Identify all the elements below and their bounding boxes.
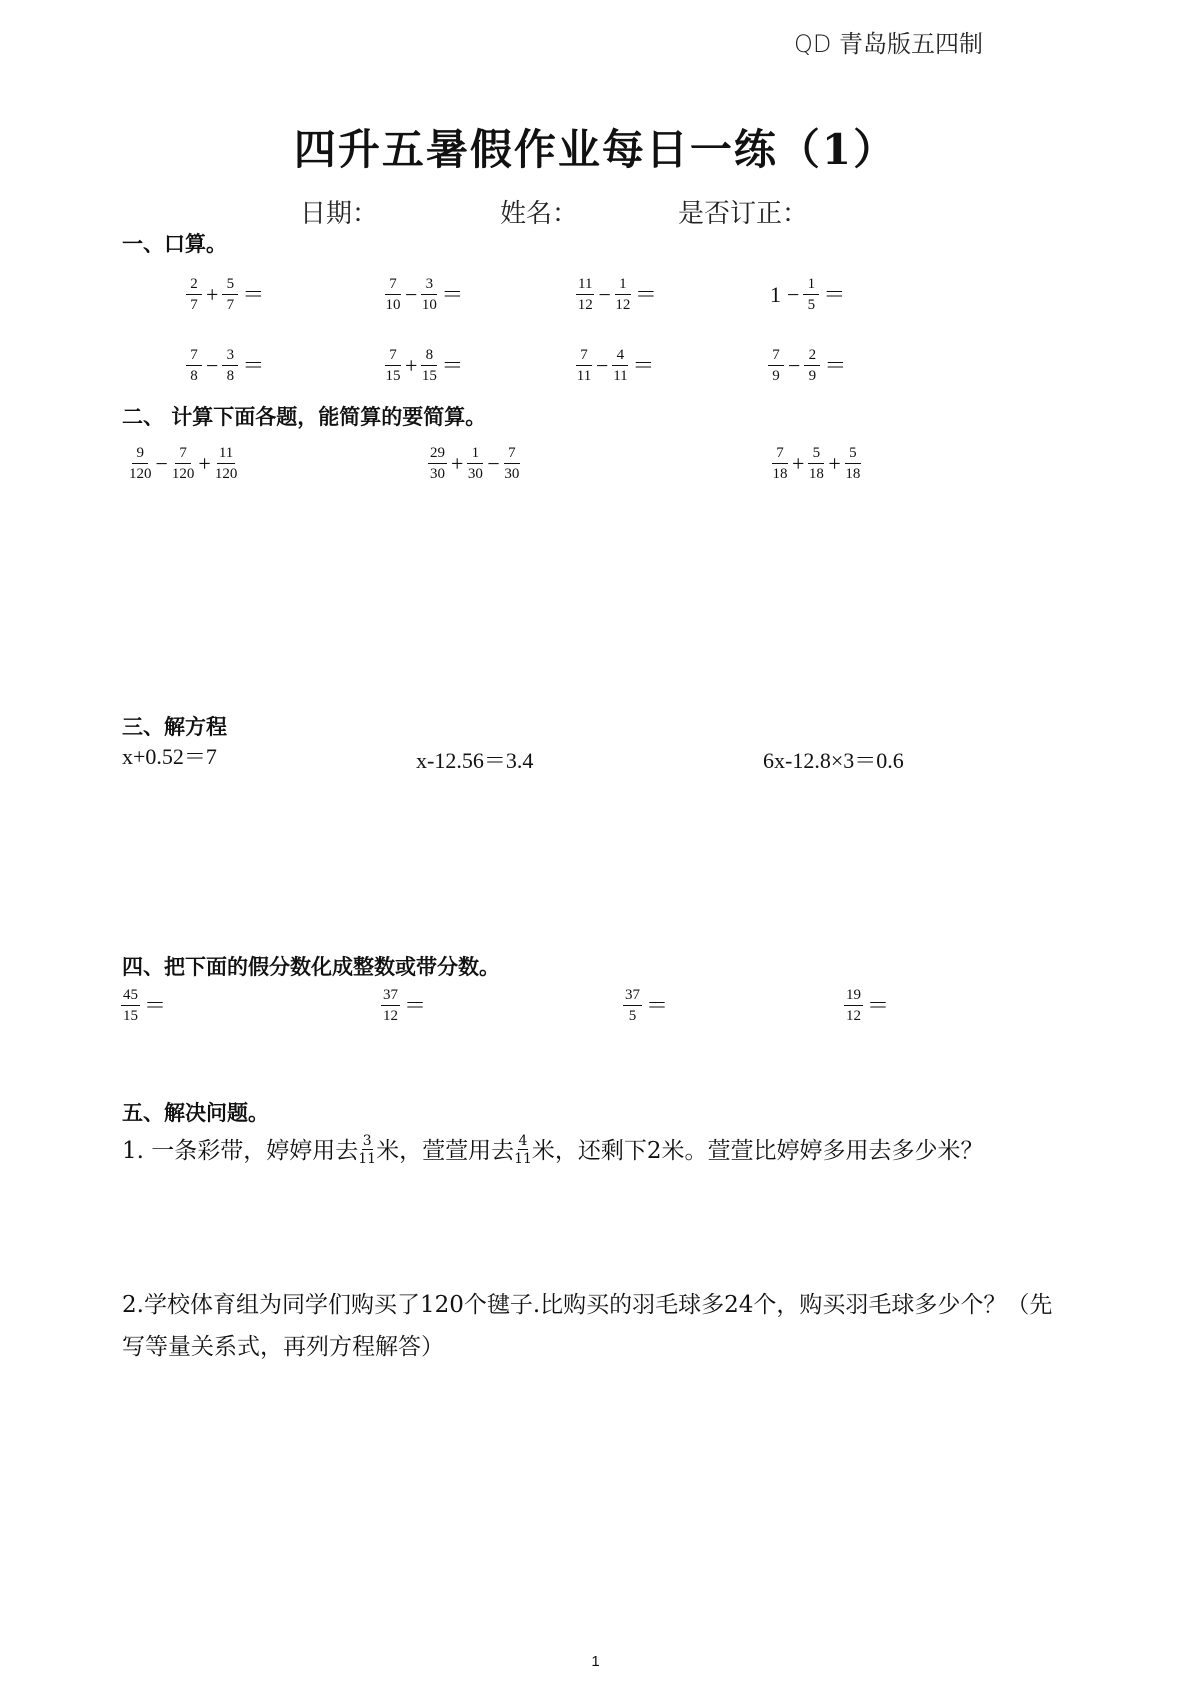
numerator: 7 bbox=[576, 348, 592, 366]
operator: ＝ bbox=[824, 353, 847, 378]
operator: + bbox=[198, 451, 211, 476]
mental-math-item bbox=[185, 348, 267, 384]
section-5-title: 五、解决问题。 bbox=[122, 1101, 269, 1125]
fraction bbox=[215, 446, 238, 482]
operator: ＝ bbox=[634, 282, 657, 307]
numerator: 11 bbox=[576, 277, 594, 295]
calculation-item bbox=[771, 446, 862, 482]
operator: ＝ bbox=[823, 282, 846, 307]
fraction bbox=[186, 277, 202, 313]
edition-label: QD 青岛版五四制 bbox=[794, 30, 983, 58]
operator: ＝ bbox=[144, 993, 167, 1018]
numerator: 7 bbox=[175, 446, 191, 464]
fraction bbox=[385, 348, 401, 384]
section-2-title: 二、 计算下面各题，能简算的要简算。 bbox=[122, 405, 487, 429]
denominator: 7 bbox=[226, 297, 235, 313]
denominator: 15 bbox=[421, 368, 437, 384]
fraction bbox=[467, 446, 483, 482]
equation-3: 6x-12.8×3＝0.6 bbox=[763, 748, 904, 773]
operator: ＝ bbox=[242, 353, 265, 378]
denominator: 11 bbox=[514, 1151, 532, 1167]
operator: + bbox=[206, 282, 219, 307]
denominator: 120 bbox=[171, 466, 195, 482]
page-title: 四升五暑假作业每日一练（1） bbox=[293, 125, 898, 174]
operator: − bbox=[787, 282, 800, 307]
denominator: 30 bbox=[467, 466, 483, 482]
numerator: 37 bbox=[381, 988, 400, 1006]
numerator: 4 bbox=[518, 1133, 528, 1149]
operator: − bbox=[405, 282, 418, 307]
denominator: 30 bbox=[504, 466, 520, 482]
word-problem-1 bbox=[122, 1127, 1062, 1175]
denominator: 5 bbox=[807, 297, 816, 313]
fraction bbox=[623, 988, 642, 1024]
numerator: 4 bbox=[612, 348, 628, 366]
denominator: 11 bbox=[613, 368, 628, 384]
equation-1: x+0.52＝7 bbox=[122, 744, 217, 769]
section-4-title: 四、把下面的假分数化成整数或带分数。 bbox=[122, 955, 500, 979]
numerator: 45 bbox=[121, 988, 140, 1006]
numerator: 5 bbox=[845, 446, 861, 464]
numerator: 8 bbox=[421, 348, 437, 366]
denominator: 8 bbox=[190, 368, 198, 384]
numerator: 11 bbox=[217, 446, 235, 464]
numerator: 3 bbox=[222, 348, 238, 366]
section-1-title: 一、口算。 bbox=[122, 232, 227, 256]
improper-fraction-item bbox=[622, 988, 671, 1024]
denominator: 11 bbox=[358, 1151, 377, 1167]
denominator: 9 bbox=[772, 368, 780, 384]
numerator: 19 bbox=[844, 988, 863, 1006]
calculation-item bbox=[128, 446, 238, 482]
improper-fraction-item bbox=[120, 988, 169, 1024]
fraction bbox=[576, 277, 594, 313]
numerator: 29 bbox=[428, 446, 447, 464]
operator: − bbox=[487, 451, 500, 476]
fraction bbox=[186, 348, 202, 384]
whole-number: 1 bbox=[770, 282, 781, 307]
denominator: 5 bbox=[628, 1008, 637, 1024]
denominator: 8 bbox=[226, 368, 235, 384]
fraction bbox=[844, 988, 863, 1024]
numerator: 3 bbox=[362, 1133, 372, 1149]
problem-1-text-b: 米，萱萱用去 bbox=[376, 1138, 515, 1164]
fraction bbox=[576, 348, 592, 384]
fraction bbox=[428, 446, 447, 482]
fraction bbox=[385, 277, 401, 313]
fraction bbox=[804, 348, 820, 384]
numerator: 1 bbox=[615, 277, 631, 295]
numerator: 2 bbox=[804, 348, 820, 366]
section-3-title: 三、解方程 bbox=[122, 715, 227, 739]
denominator: 18 bbox=[808, 466, 824, 482]
operator: ＝ bbox=[404, 993, 427, 1018]
denominator: 11 bbox=[576, 368, 592, 384]
fraction-4-11 bbox=[514, 1134, 532, 1166]
mental-math-item bbox=[185, 277, 267, 313]
operator: − bbox=[788, 353, 801, 378]
fraction bbox=[129, 446, 152, 482]
numerator: 37 bbox=[623, 988, 642, 1006]
operator: + bbox=[451, 451, 464, 476]
numerator: 1 bbox=[467, 446, 483, 464]
numerator: 7 bbox=[186, 348, 202, 366]
numerator: 1 bbox=[803, 277, 819, 295]
denominator: 120 bbox=[129, 466, 152, 482]
date-label: 日期： bbox=[300, 199, 379, 229]
denominator: 7 bbox=[190, 297, 198, 313]
numerator: 7 bbox=[504, 446, 520, 464]
operator: ＝ bbox=[441, 353, 464, 378]
denominator: 15 bbox=[385, 368, 401, 384]
denominator: 10 bbox=[385, 297, 401, 313]
operator: − bbox=[206, 353, 219, 378]
operator: − bbox=[598, 282, 611, 307]
numerator: 7 bbox=[768, 348, 784, 366]
operator: ＝ bbox=[632, 353, 655, 378]
operator: + bbox=[405, 353, 418, 378]
denominator: 12 bbox=[577, 297, 593, 313]
operator: + bbox=[828, 451, 841, 476]
fraction bbox=[504, 446, 520, 482]
fraction bbox=[808, 446, 824, 482]
operator: ＝ bbox=[441, 282, 464, 307]
mental-math-item bbox=[384, 348, 466, 384]
numerator: 7 bbox=[385, 277, 401, 295]
fraction bbox=[845, 446, 861, 482]
fraction bbox=[612, 348, 628, 384]
page-number: 1 bbox=[591, 1653, 600, 1670]
fraction bbox=[768, 348, 784, 384]
fraction bbox=[121, 988, 140, 1024]
denominator: 12 bbox=[383, 1008, 398, 1024]
mental-math-item bbox=[767, 277, 848, 313]
operator: − bbox=[155, 451, 168, 476]
fraction bbox=[172, 446, 195, 482]
numerator: 3 bbox=[421, 277, 437, 295]
fraction bbox=[421, 348, 437, 384]
fraction bbox=[222, 348, 238, 384]
operator: + bbox=[792, 451, 805, 476]
improper-fraction-item bbox=[380, 988, 429, 1024]
denominator: 12 bbox=[846, 1008, 861, 1024]
fraction bbox=[381, 988, 400, 1024]
fraction bbox=[615, 277, 631, 313]
operator: ＝ bbox=[867, 993, 890, 1018]
denominator: 18 bbox=[772, 466, 788, 482]
denominator: 18 bbox=[845, 466, 861, 482]
equation-2: x-12.56＝3.4 bbox=[416, 748, 534, 773]
numerator: 9 bbox=[132, 446, 148, 464]
numerator: 7 bbox=[772, 446, 788, 464]
denominator: 12 bbox=[615, 297, 631, 313]
improper-fraction-item bbox=[843, 988, 892, 1024]
denominator: 120 bbox=[214, 466, 238, 482]
numerator: 5 bbox=[222, 277, 238, 295]
denominator: 30 bbox=[430, 466, 445, 482]
numerator: 2 bbox=[186, 277, 202, 295]
numerator: 7 bbox=[385, 348, 401, 366]
calculation-item bbox=[427, 446, 521, 482]
mental-math-item bbox=[575, 348, 657, 384]
fraction bbox=[803, 277, 819, 313]
corrected-label: 是否订正： bbox=[678, 199, 809, 229]
mental-math-item bbox=[767, 348, 849, 384]
name-label: 姓名： bbox=[500, 199, 579, 229]
denominator: 10 bbox=[421, 297, 437, 313]
fraction bbox=[222, 277, 238, 313]
problem-1-text-a: 1. 一条彩带，婷婷用去 bbox=[122, 1138, 359, 1164]
fraction bbox=[421, 277, 437, 313]
denominator: 15 bbox=[123, 1008, 138, 1024]
operator: ＝ bbox=[646, 993, 669, 1018]
word-problem-2: 2.学校体育组为同学们购买了120个毽子.比购买的羽毛球多24个，购买羽毛球多少个？（先写等量关系式，再列方程解答） bbox=[122, 1292, 1053, 1360]
mental-math-item bbox=[575, 277, 660, 313]
operator: ＝ bbox=[242, 282, 265, 307]
numerator: 5 bbox=[808, 446, 824, 464]
fraction bbox=[772, 446, 788, 482]
mental-math-item bbox=[384, 277, 466, 313]
fraction-3-11 bbox=[358, 1134, 376, 1166]
operator: − bbox=[596, 353, 609, 378]
denominator: 9 bbox=[808, 368, 817, 384]
problem-1-text-c: 米，还剩下2米。萱萱比婷婷多用去多少米？ bbox=[531, 1138, 984, 1164]
